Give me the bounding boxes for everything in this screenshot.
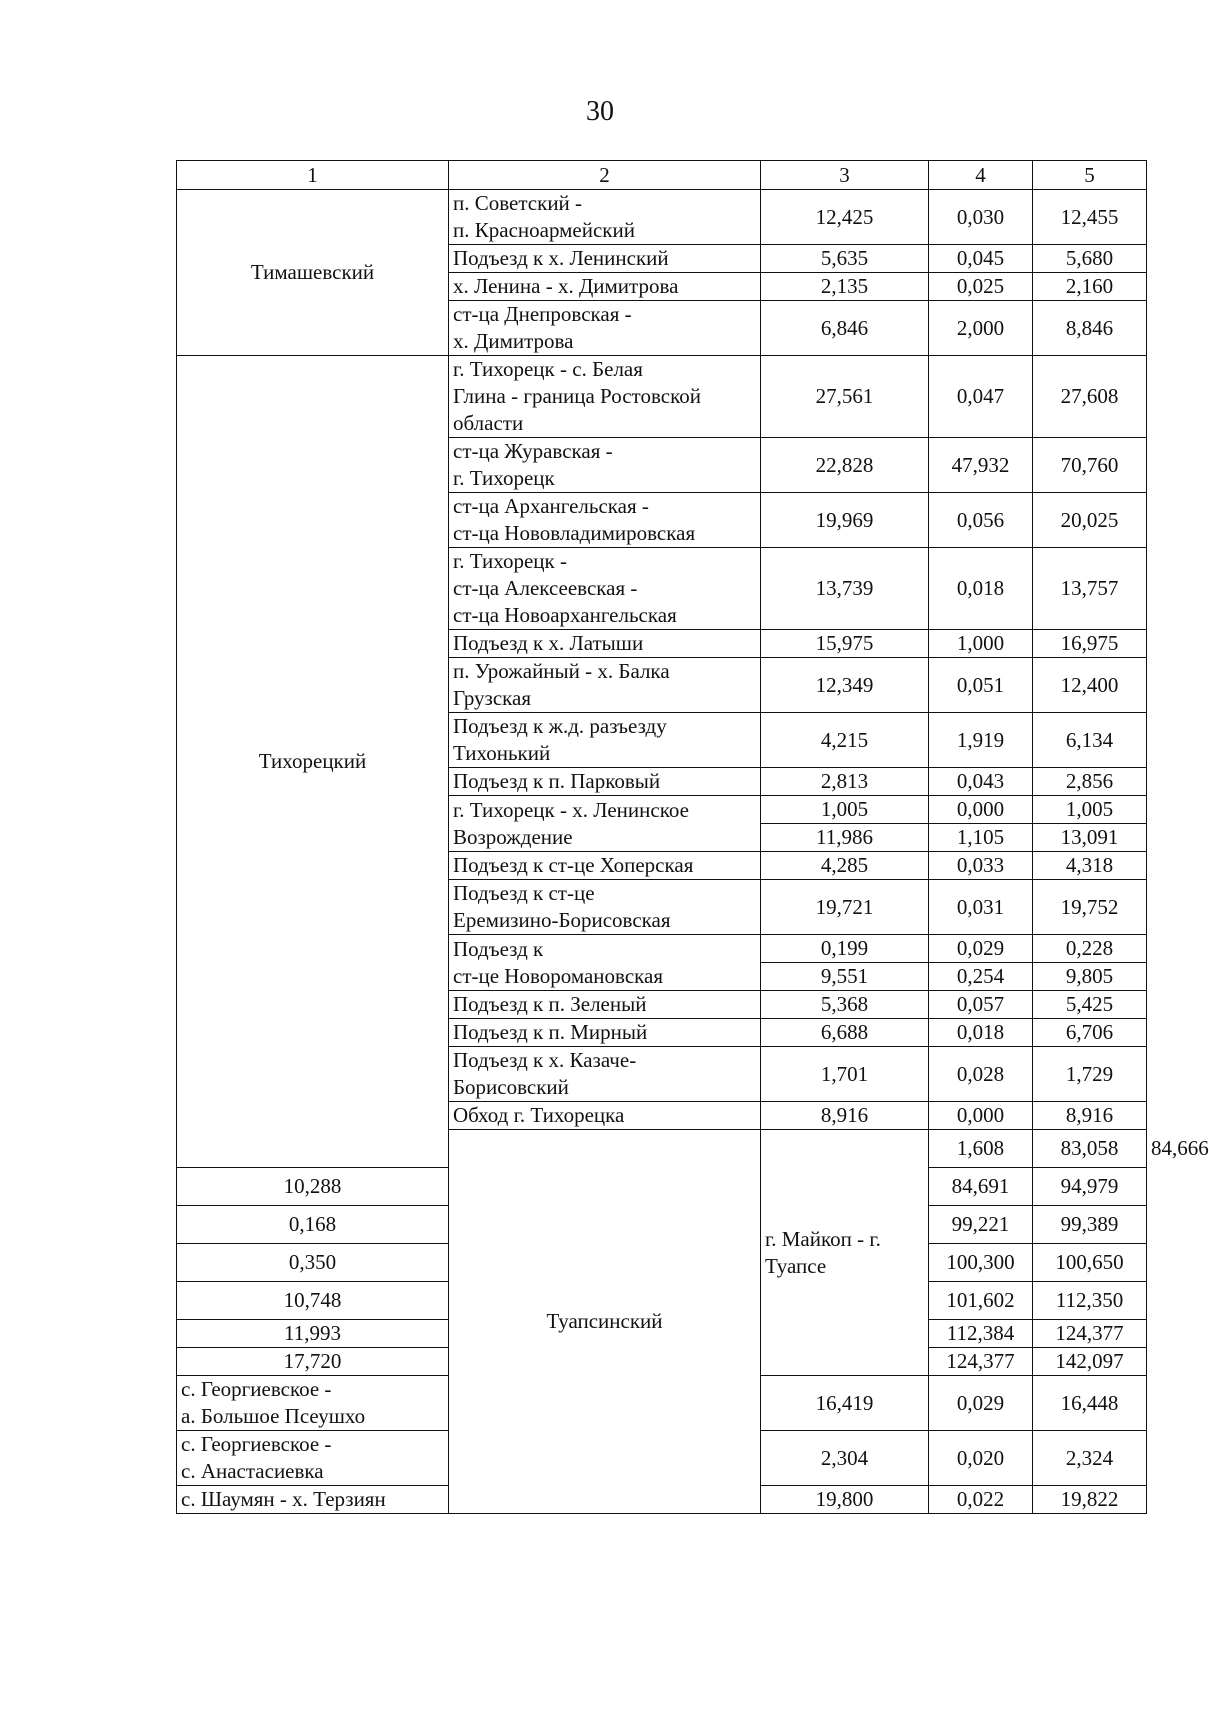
value-cell-c3: 11,993 xyxy=(177,1320,449,1348)
value-cell-c3: 0,168 xyxy=(177,1206,449,1244)
value-cell-c3: 13,739 xyxy=(761,548,929,630)
value-cell-c4: 0,018 xyxy=(929,1019,1033,1047)
header-col-2: 2 xyxy=(449,161,761,190)
table-header xyxy=(177,161,1147,190)
value-cell-c5: 124,377 xyxy=(1033,1320,1147,1348)
value-cell-c5: 9,805 xyxy=(1033,963,1147,991)
value-cell-c3: 10,288 xyxy=(177,1168,449,1206)
value-cell-c4: 0,031 xyxy=(929,880,1033,935)
value-cell-c5: 2,324 xyxy=(1033,1431,1147,1486)
value-cell-c3: 0,350 xyxy=(177,1244,449,1282)
value-cell-c5: 27,608 xyxy=(1033,356,1147,438)
value-cell-c3: 5,635 xyxy=(761,245,929,273)
table-body xyxy=(177,190,1209,1514)
value-cell-c4: 0,045 xyxy=(929,245,1033,273)
value-cell-c3: 1,701 xyxy=(761,1047,929,1102)
value-cell-c4: 0,047 xyxy=(929,356,1033,438)
value-cell-c5: 100,650 xyxy=(1033,1244,1147,1282)
value-cell-c3: 6,688 xyxy=(761,1019,929,1047)
value-cell-c5: 6,706 xyxy=(1033,1019,1147,1047)
value-cell-c3: 19,800 xyxy=(761,1486,929,1514)
value-cell-c4: 0,025 xyxy=(929,273,1033,301)
value-cell-c5: 1,005 xyxy=(1033,796,1147,824)
value-cell-c3: 10,748 xyxy=(177,1282,449,1320)
value-cell-c4: 84,691 xyxy=(929,1168,1033,1206)
value-cell-c4: 124,377 xyxy=(929,1348,1033,1376)
value-cell-c4: 2,000 xyxy=(929,301,1033,356)
value-cell-c3: 19,721 xyxy=(761,880,929,935)
header-col-5: 5 xyxy=(1033,161,1147,190)
value-cell-c4: 83,058 xyxy=(1033,1130,1147,1168)
value-cell-c4: 112,384 xyxy=(929,1320,1033,1348)
value-cell-c5: 12,455 xyxy=(1033,190,1147,245)
value-cell-c5: 5,425 xyxy=(1033,991,1147,1019)
value-cell-c4: 0,022 xyxy=(929,1486,1033,1514)
value-cell-c3: 2,304 xyxy=(761,1431,929,1486)
header-col-1: 1 xyxy=(177,161,449,190)
value-cell-c3: 8,916 xyxy=(761,1102,929,1130)
value-cell-c5: 4,318 xyxy=(1033,852,1147,880)
value-cell-c4: 101,602 xyxy=(929,1282,1033,1320)
road-cell: Подъезд к ж.д. разъезду Тихонький xyxy=(449,713,761,768)
value-cell-c3: 12,349 xyxy=(761,658,929,713)
road-cell: Подъезд к х. Казаче- Борисовский xyxy=(449,1047,761,1102)
value-cell-c4: 0,000 xyxy=(929,796,1033,824)
value-cell-c4: 0,018 xyxy=(929,548,1033,630)
value-cell-c3: 1,608 xyxy=(929,1130,1033,1168)
value-cell-c5: 19,752 xyxy=(1033,880,1147,935)
value-cell-c3: 2,813 xyxy=(761,768,929,796)
value-cell-c3: 9,551 xyxy=(761,963,929,991)
road-cell: г. Тихорецк - х. Ленинское Возрождение xyxy=(449,796,761,852)
value-cell-c3: 15,975 xyxy=(761,630,929,658)
value-cell-c5: 8,846 xyxy=(1033,301,1147,356)
value-cell-c5: 0,228 xyxy=(1033,935,1147,963)
value-cell-c5: 13,091 xyxy=(1033,824,1147,852)
table-row xyxy=(177,356,1147,438)
value-cell-c3: 0,199 xyxy=(761,935,929,963)
road-cell: г. Тихорецк - ст-ца Алексеевская - ст-ца Новоархангельская xyxy=(449,548,761,630)
road-cell: х. Ленина - х. Димитрова xyxy=(449,273,761,301)
district-cell: Тихорецкий xyxy=(177,356,449,1168)
roads-table xyxy=(176,160,1209,1514)
value-cell-c4: 0,057 xyxy=(929,991,1033,1019)
value-cell-c5: 19,822 xyxy=(1033,1486,1147,1514)
road-cell: п. Советский - п. Красноармейский xyxy=(449,190,761,245)
value-cell-c5: 70,760 xyxy=(1033,438,1147,493)
value-cell-c3: 2,135 xyxy=(761,273,929,301)
value-cell-c5: 112,350 xyxy=(1033,1282,1147,1320)
header-col-3: 3 xyxy=(761,161,929,190)
road-cell: Подъезд к п. Парковый xyxy=(449,768,761,796)
value-cell-c3: 27,561 xyxy=(761,356,929,438)
value-cell-c5: 20,025 xyxy=(1033,493,1147,548)
value-cell-c5: 94,979 xyxy=(1033,1168,1147,1206)
value-cell-c5: 8,916 xyxy=(1033,1102,1147,1130)
value-cell-c4: 0,254 xyxy=(929,963,1033,991)
value-cell-c3: 16,419 xyxy=(761,1376,929,1431)
value-cell-c4: 1,000 xyxy=(929,630,1033,658)
value-cell-c5: 5,680 xyxy=(1033,245,1147,273)
value-cell-c3: 19,969 xyxy=(761,493,929,548)
value-cell-c5: 2,856 xyxy=(1033,768,1147,796)
value-cell-c5: 142,097 xyxy=(1033,1348,1147,1376)
road-cell: Подъезд к п. Мирный xyxy=(449,1019,761,1047)
value-cell-c5: 16,975 xyxy=(1033,630,1147,658)
value-cell-c4: 100,300 xyxy=(929,1244,1033,1282)
value-cell-c4: 1,919 xyxy=(929,713,1033,768)
value-cell-c5: 6,134 xyxy=(1033,713,1147,768)
value-cell-c3: 6,846 xyxy=(761,301,929,356)
value-cell-c3: 4,215 xyxy=(761,713,929,768)
value-cell-c5: 99,389 xyxy=(1033,1206,1147,1244)
value-cell-c4: 0,029 xyxy=(929,1376,1033,1431)
value-cell-c3: 4,285 xyxy=(761,852,929,880)
value-cell-c4: 1,105 xyxy=(929,824,1033,852)
road-cell: ст-ца Архангельская - ст-ца Нововладимировская xyxy=(449,493,761,548)
value-cell-c4: 0,051 xyxy=(929,658,1033,713)
value-cell-c4: 0,056 xyxy=(929,493,1033,548)
road-cell: Подъезд к ст-це Хоперская xyxy=(449,852,761,880)
value-cell-c3: 22,828 xyxy=(761,438,929,493)
value-cell-c4: 0,020 xyxy=(929,1431,1033,1486)
road-cell: с. Шаумян - х. Терзиян xyxy=(177,1486,449,1514)
value-cell-c4: 0,033 xyxy=(929,852,1033,880)
table-row xyxy=(177,190,1147,245)
road-cell: Подъезд к п. Зеленый xyxy=(449,991,761,1019)
value-cell-c3: 17,720 xyxy=(177,1348,449,1376)
value-cell-c4: 47,932 xyxy=(929,438,1033,493)
road-cell: ст-ца Журавская - г. Тихорецк xyxy=(449,438,761,493)
value-cell-c4: 99,221 xyxy=(929,1206,1033,1244)
value-cell-c4: 0,043 xyxy=(929,768,1033,796)
district-cell: Туапсинский xyxy=(449,1130,761,1514)
table-row: Туапсинский г. Майкоп - г. Туапсе 1,608 83,058 84,666 xyxy=(177,1130,1147,1168)
road-cell: Подъезд к ст-це Новоромановская xyxy=(449,935,761,991)
road-cell: Подъезд к ст-це Еремизино-Борисовская xyxy=(449,880,761,935)
road-cell: г. Майкоп - г. Туапсе xyxy=(761,1130,929,1376)
value-cell-c5: 16,448 xyxy=(1033,1376,1147,1431)
value-cell-c5: 1,729 xyxy=(1033,1047,1147,1102)
value-cell-c3: 12,425 xyxy=(761,190,929,245)
page-number: 30 xyxy=(586,96,614,127)
value-cell-c4: 0,000 xyxy=(929,1102,1033,1130)
value-cell-c4: 0,028 xyxy=(929,1047,1033,1102)
road-cell: Обход г. Тихорецка xyxy=(449,1102,761,1130)
value-cell-c5: 13,757 xyxy=(1033,548,1147,630)
road-cell: г. Тихорецк - с. Белая Глина - граница Ростовской области xyxy=(449,356,761,438)
road-cell: с. Георгиевское - а. Большое Псеушхо xyxy=(177,1376,449,1431)
value-cell-c5: 12,400 xyxy=(1033,658,1147,713)
district-cell: Тимашевский xyxy=(177,190,449,356)
value-cell-c5: 2,160 xyxy=(1033,273,1147,301)
value-cell-c3: 1,005 xyxy=(761,796,929,824)
road-cell: с. Георгиевское - с. Анастасиевка xyxy=(177,1431,449,1486)
value-cell-c3: 5,368 xyxy=(761,991,929,1019)
value-cell-c4: 0,030 xyxy=(929,190,1033,245)
road-cell: ст-ца Днепровская - х. Димитрова xyxy=(449,301,761,356)
value-cell-c3: 11,986 xyxy=(761,824,929,852)
header-row xyxy=(177,161,1147,190)
header-col-4: 4 xyxy=(929,161,1033,190)
value-cell-c4: 0,029 xyxy=(929,935,1033,963)
road-cell: Подъезд к х. Латыши xyxy=(449,630,761,658)
road-cell: п. Урожайный - х. Балка Грузская xyxy=(449,658,761,713)
road-cell: Подъезд к х. Ленинский xyxy=(449,245,761,273)
